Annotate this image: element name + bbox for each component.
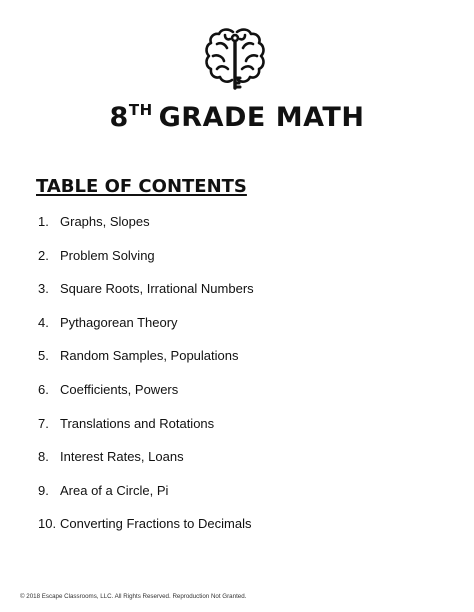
toc-item (38, 447, 254, 481)
toc-item (38, 313, 254, 347)
toc-item-number: 10. (38, 516, 57, 532)
copyright-footer: © 2018 Escape Classrooms, LLC. All Rights Reserved. Reproduction Not Granted. (20, 593, 247, 600)
toc-item-label: Translations and Rotations (60, 415, 215, 431)
toc-item-label: Random Samples, Populations (60, 348, 239, 364)
toc-item-number: 3. (38, 281, 49, 297)
title-superscript: TH (128, 101, 153, 119)
toc-item (38, 212, 254, 246)
toc-item-label: Area of a Circle, Pi (60, 482, 169, 498)
toc-heading: TABLE OF CONTENTS (36, 176, 247, 197)
toc-item (38, 514, 254, 548)
toc-item-label: Problem Solving (60, 247, 155, 263)
toc-item (38, 279, 254, 313)
toc-item-label: Converting Fractions to Decimals (60, 516, 252, 532)
toc-item-number: 6. (38, 381, 49, 397)
page-title (0, 103, 474, 136)
toc-item-number: 8. (38, 449, 49, 465)
toc-item-label: Coefficients, Powers (60, 381, 179, 397)
toc-item (38, 346, 254, 380)
brain-key-icon (203, 26, 267, 92)
toc-item-number: 7. (38, 415, 49, 431)
toc-item-number: 9. (38, 482, 49, 498)
title-text: GRADE MATH (158, 102, 365, 133)
title-number: 8 (109, 102, 129, 133)
toc-item (38, 414, 254, 448)
toc-item-number: 2. (38, 247, 49, 263)
toc-item-label: Square Roots, Irrational Numbers (60, 281, 254, 297)
toc-item-number: 4. (38, 314, 49, 330)
toc-item-label: Graphs, Slopes (60, 214, 150, 229)
toc-item-label: Pythagorean Theory (60, 314, 178, 330)
toc-item (38, 246, 254, 280)
toc-item-number: 5. (38, 348, 49, 364)
toc-item (38, 380, 254, 414)
toc-list (38, 212, 254, 548)
toc-item-number: 1. (38, 214, 49, 229)
toc-item-label: Interest Rates, Loans (60, 449, 184, 465)
toc-item (38, 481, 254, 515)
